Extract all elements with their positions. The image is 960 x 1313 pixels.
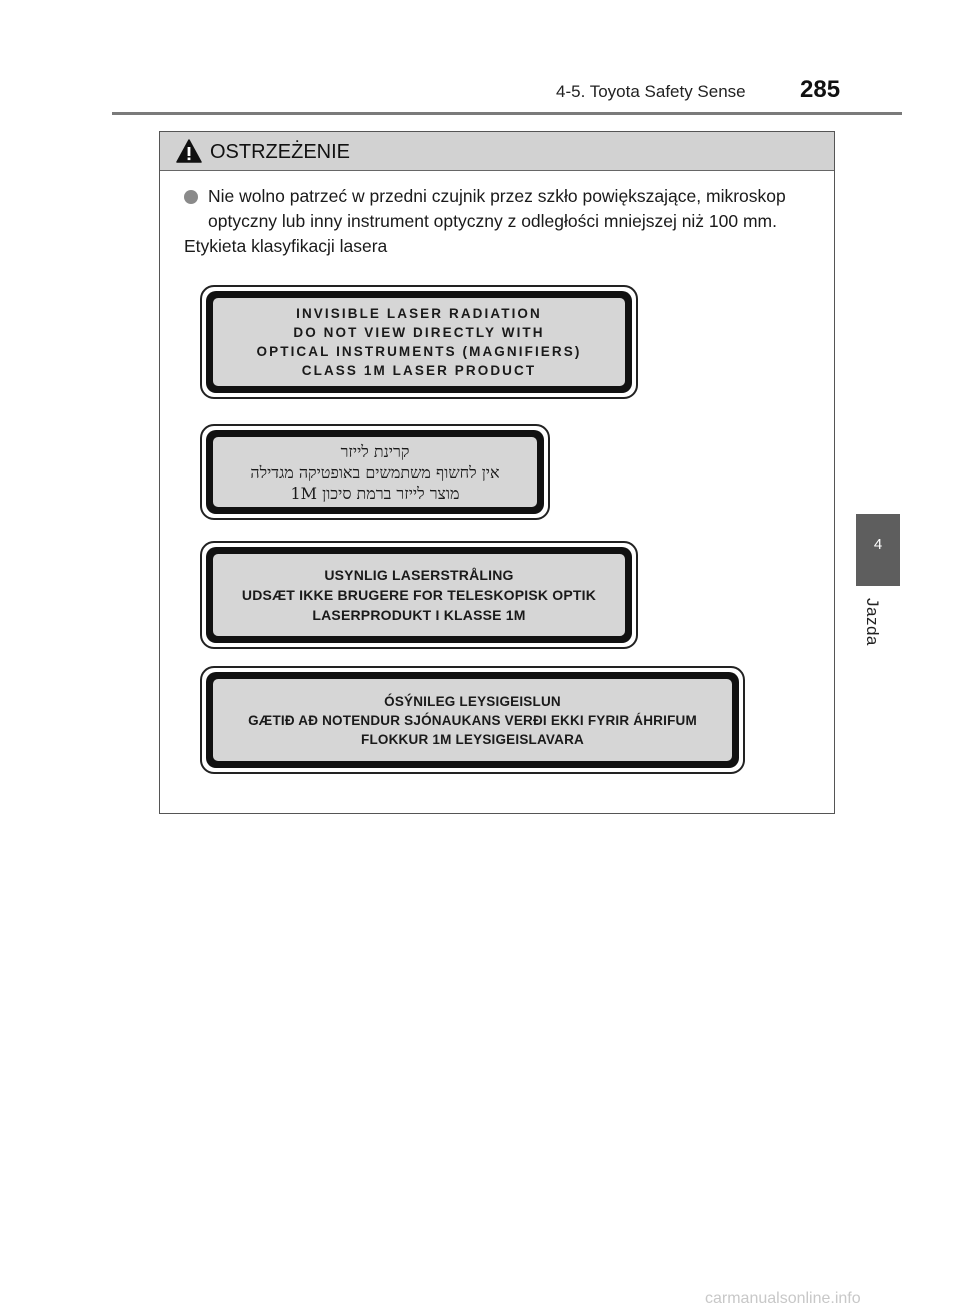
label-line: GÆTIÐ AÐ NOTENDUR SJÓNAUKANS VERÐI EKKI FYRIR ÁHRIFUM (248, 712, 697, 728)
label-caption: Etykieta klasyfikacji lasera (184, 236, 388, 256)
label-line: מוצר לייזר ברמת סיכון 1M (290, 483, 460, 503)
warning-title: OSTRZEŻENIE (210, 141, 351, 163)
label-line: INVISIBLE LASER RADIATION (296, 306, 542, 321)
bullet-text-line2: optyczny lub inny instrument optyczny z odległości mniejszej niż 100 mm. (208, 211, 777, 231)
laser-label-icelandic (200, 666, 745, 774)
label-line: CLASS 1M LASER PRODUCT (301, 363, 537, 378)
label-line: UDSÆT IKKE BRUGERE FOR TELESKOPISK OPTIK (241, 587, 597, 603)
label-line: DO NOT VIEW DIRECTLY WITH (293, 325, 545, 340)
warning-box (159, 131, 835, 814)
warning-header (160, 132, 834, 171)
bullet-text-line1: Nie wolno patrzeć w przedni czujnik przez szkło powiększające, mikroskop (208, 186, 786, 206)
section-title: 4-5. Toyota Safety Sense (556, 82, 746, 101)
label-line: ÓSÝNILEG LEYSIGEISLUN (384, 693, 561, 709)
laser-label-danish (200, 541, 638, 649)
bullet-icon (184, 190, 198, 204)
label-line: OPTICAL INSTRUMENTS (MAGNIFIERS) (256, 344, 582, 359)
chapter-number: 4 (873, 536, 883, 553)
laser-label-english (200, 285, 638, 399)
laser-label-hebrew (200, 424, 550, 520)
header-divider (112, 112, 902, 115)
footer-watermark: carmanualsonline.info (705, 1290, 861, 1307)
label-line: קרינת לייזר (340, 441, 410, 461)
label-line: USYNLIG LASERSTRÅLING (324, 567, 514, 583)
label-line: אין לחשוף משתמשים באופטיקה מגדילה (250, 462, 500, 482)
page-number: 285 (800, 76, 841, 103)
label-line: FLOKKUR 1M LEYSIGEISLAVARA (361, 731, 584, 747)
chapter-tab (856, 514, 900, 586)
warning-triangle-icon (176, 139, 202, 163)
warning-bullet (184, 184, 824, 234)
chapter-label: Jazda (863, 598, 882, 646)
label-line: LASERPRODUKT I KLASSE 1M (312, 607, 526, 623)
